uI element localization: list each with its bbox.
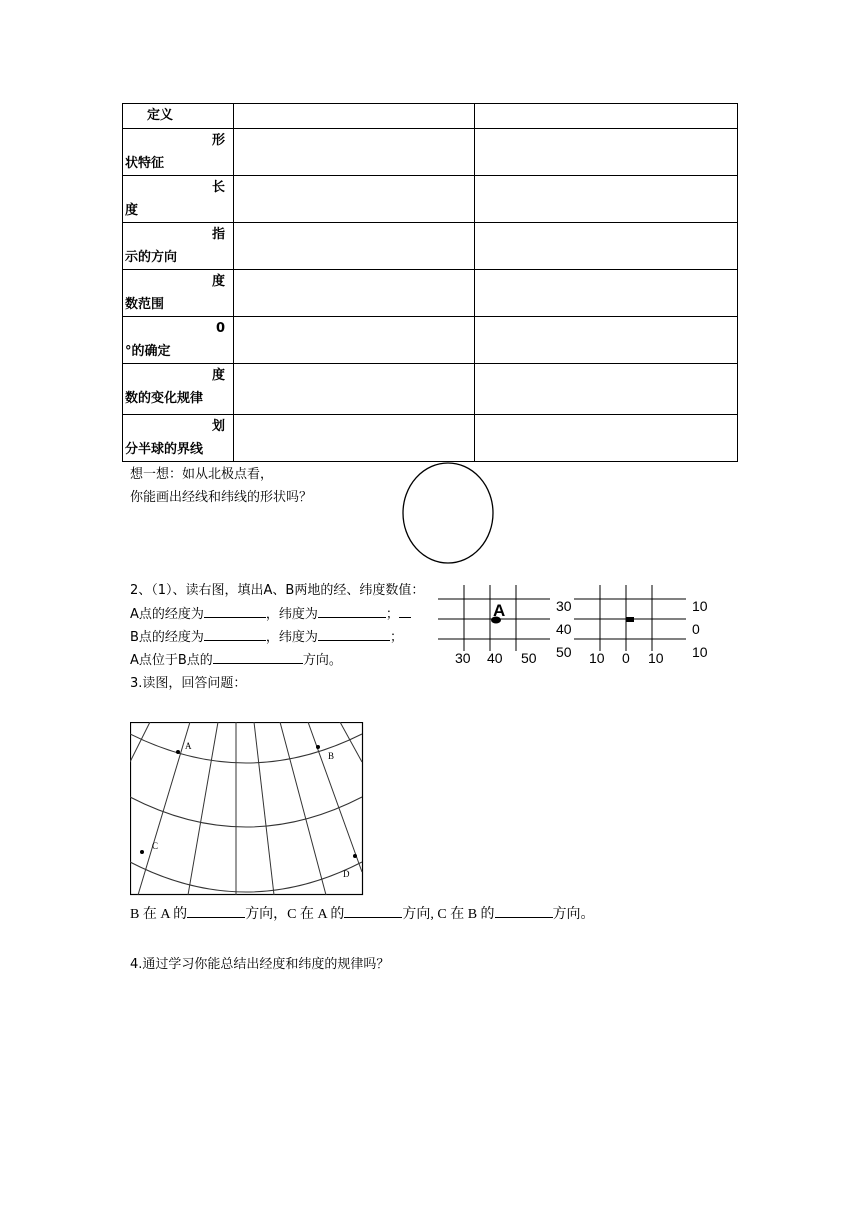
table-row [123,317,738,364]
table-cell [475,415,738,462]
table-row [123,104,738,129]
table-cell [475,104,738,129]
q2-b-lng-label: B点的经度为 [130,630,204,645]
q1-line2: 你能画出经线和纬线的形状吗？ [130,490,313,505]
q2-dir-suffix: 方向。 [302,653,342,668]
b-latitude-blank[interactable] [318,626,390,641]
table-cell [234,364,475,415]
map-label-b: B [328,751,335,761]
row-label-line2: 数的变化规律 [125,391,204,406]
row-label-line2: 数范围 [125,297,165,312]
row-label [123,176,234,223]
table-cell [234,270,475,317]
grid-a-lng-label: 30 [455,650,471,666]
row-label [123,317,234,364]
row-label-line1: 度 [211,368,225,383]
row-label-line2: 度 [125,203,139,218]
grid-a-lng-label: 40 [487,650,503,666]
q3-title: 3.读图，回答问题： [130,676,247,691]
c-from-a-blank[interactable] [344,903,402,918]
q2-a-lng-label: A点的经度为 [130,607,204,622]
grid-a-lat-label: 50 [556,644,572,660]
grid-b-lat-label: 10 [692,598,708,614]
point-c [140,850,144,854]
q2-line-dir [130,649,342,672]
definition-table [122,103,738,462]
table-row [123,223,738,270]
table-row [123,364,738,415]
grid-a-lat-label: 30 [556,598,572,614]
grid-a-lng-label: 50 [521,650,537,666]
q2-a-lat-label: ，纬度为 [265,607,318,622]
row-label-line1: 形 [211,133,225,148]
blank-tail [399,603,411,618]
table-cell [475,223,738,270]
grid-b [574,585,686,655]
table-cell [475,176,738,223]
table-row [123,176,738,223]
row-label [123,364,234,415]
grid-b-lat-label: 10 [692,644,708,660]
c-from-b-blank[interactable] [495,903,553,918]
row-label [123,129,234,176]
q3-part: 方向, C 在 B 的 [402,907,495,922]
row-label [123,270,234,317]
grid-b-lat-label: 0 [692,621,700,637]
point-a [176,750,180,754]
table-cell [234,415,475,462]
b-longitude-blank[interactable] [204,626,266,641]
row-label [123,223,234,270]
grid-b-lng-label: 10 [648,650,664,666]
q3-part: B 在 A 的 [130,907,188,922]
q3-part: 方向。 [552,907,595,922]
table-row [123,415,738,462]
map-label-a: A [185,741,192,751]
q2-line-a [130,603,411,626]
table-cell [234,176,475,223]
row-label-line1: 指 [211,227,225,242]
graticule-map [130,722,364,896]
grid-a-point-label: A [493,601,506,620]
map-label-c: C [152,841,159,851]
q1-line1: 想一想：如从北极点看， [130,467,274,482]
q2-b-end: ； [389,630,403,645]
row-label-line1: 长 [211,180,225,195]
row-label-text: 定义 [147,108,174,123]
row-label-line1: 划 [211,419,225,434]
table-cell [475,129,738,176]
grid-b-lng-label: 10 [589,650,605,666]
table-cell [234,223,475,270]
table-row [123,129,738,176]
point-b-marker [626,617,634,622]
grid-a-lat-label: 40 [556,621,572,637]
q2-b-lat-label: ，纬度为 [265,630,318,645]
row-label-line2: 分半球的界线 [125,442,204,457]
row-label-line2: 示的方向 [125,250,178,265]
a-latitude-blank[interactable] [318,603,386,618]
row-label [123,104,234,129]
table-cell [475,364,738,415]
row-label-line1: 度 [211,274,225,289]
point-d [353,854,357,858]
map-label-d: D [343,869,350,879]
q3-answer-line [130,903,595,926]
row-label-line1: 0 [215,321,225,336]
q4-title: 4.通过学习你能总结出经度和纬度的规律吗？ [130,957,390,972]
b-from-a-blank[interactable] [187,903,245,918]
q2-title: 2、（1）、读右图，填出A、B两地的经、纬度数值： [130,583,425,598]
table-cell [234,129,475,176]
drawing-circle [400,460,498,568]
q2-line-b [130,626,403,649]
table-cell [234,317,475,364]
a-longitude-blank[interactable] [204,603,266,618]
table-cell [234,104,475,129]
q2-dir-label: A点位于B点的 [130,653,213,668]
table-cell [475,270,738,317]
row-label-line2: 状特征 [125,156,165,171]
row-label [123,415,234,462]
point-b [316,745,320,749]
direction-blank[interactable] [213,649,303,664]
q2-a-end: ； [385,607,399,622]
grid-b-lng-label: 0 [622,650,630,666]
table-cell [475,317,738,364]
q3-part: 方向，C 在 A 的 [245,907,345,922]
table-row [123,270,738,317]
row-label-line2: °的确定 [125,344,171,359]
